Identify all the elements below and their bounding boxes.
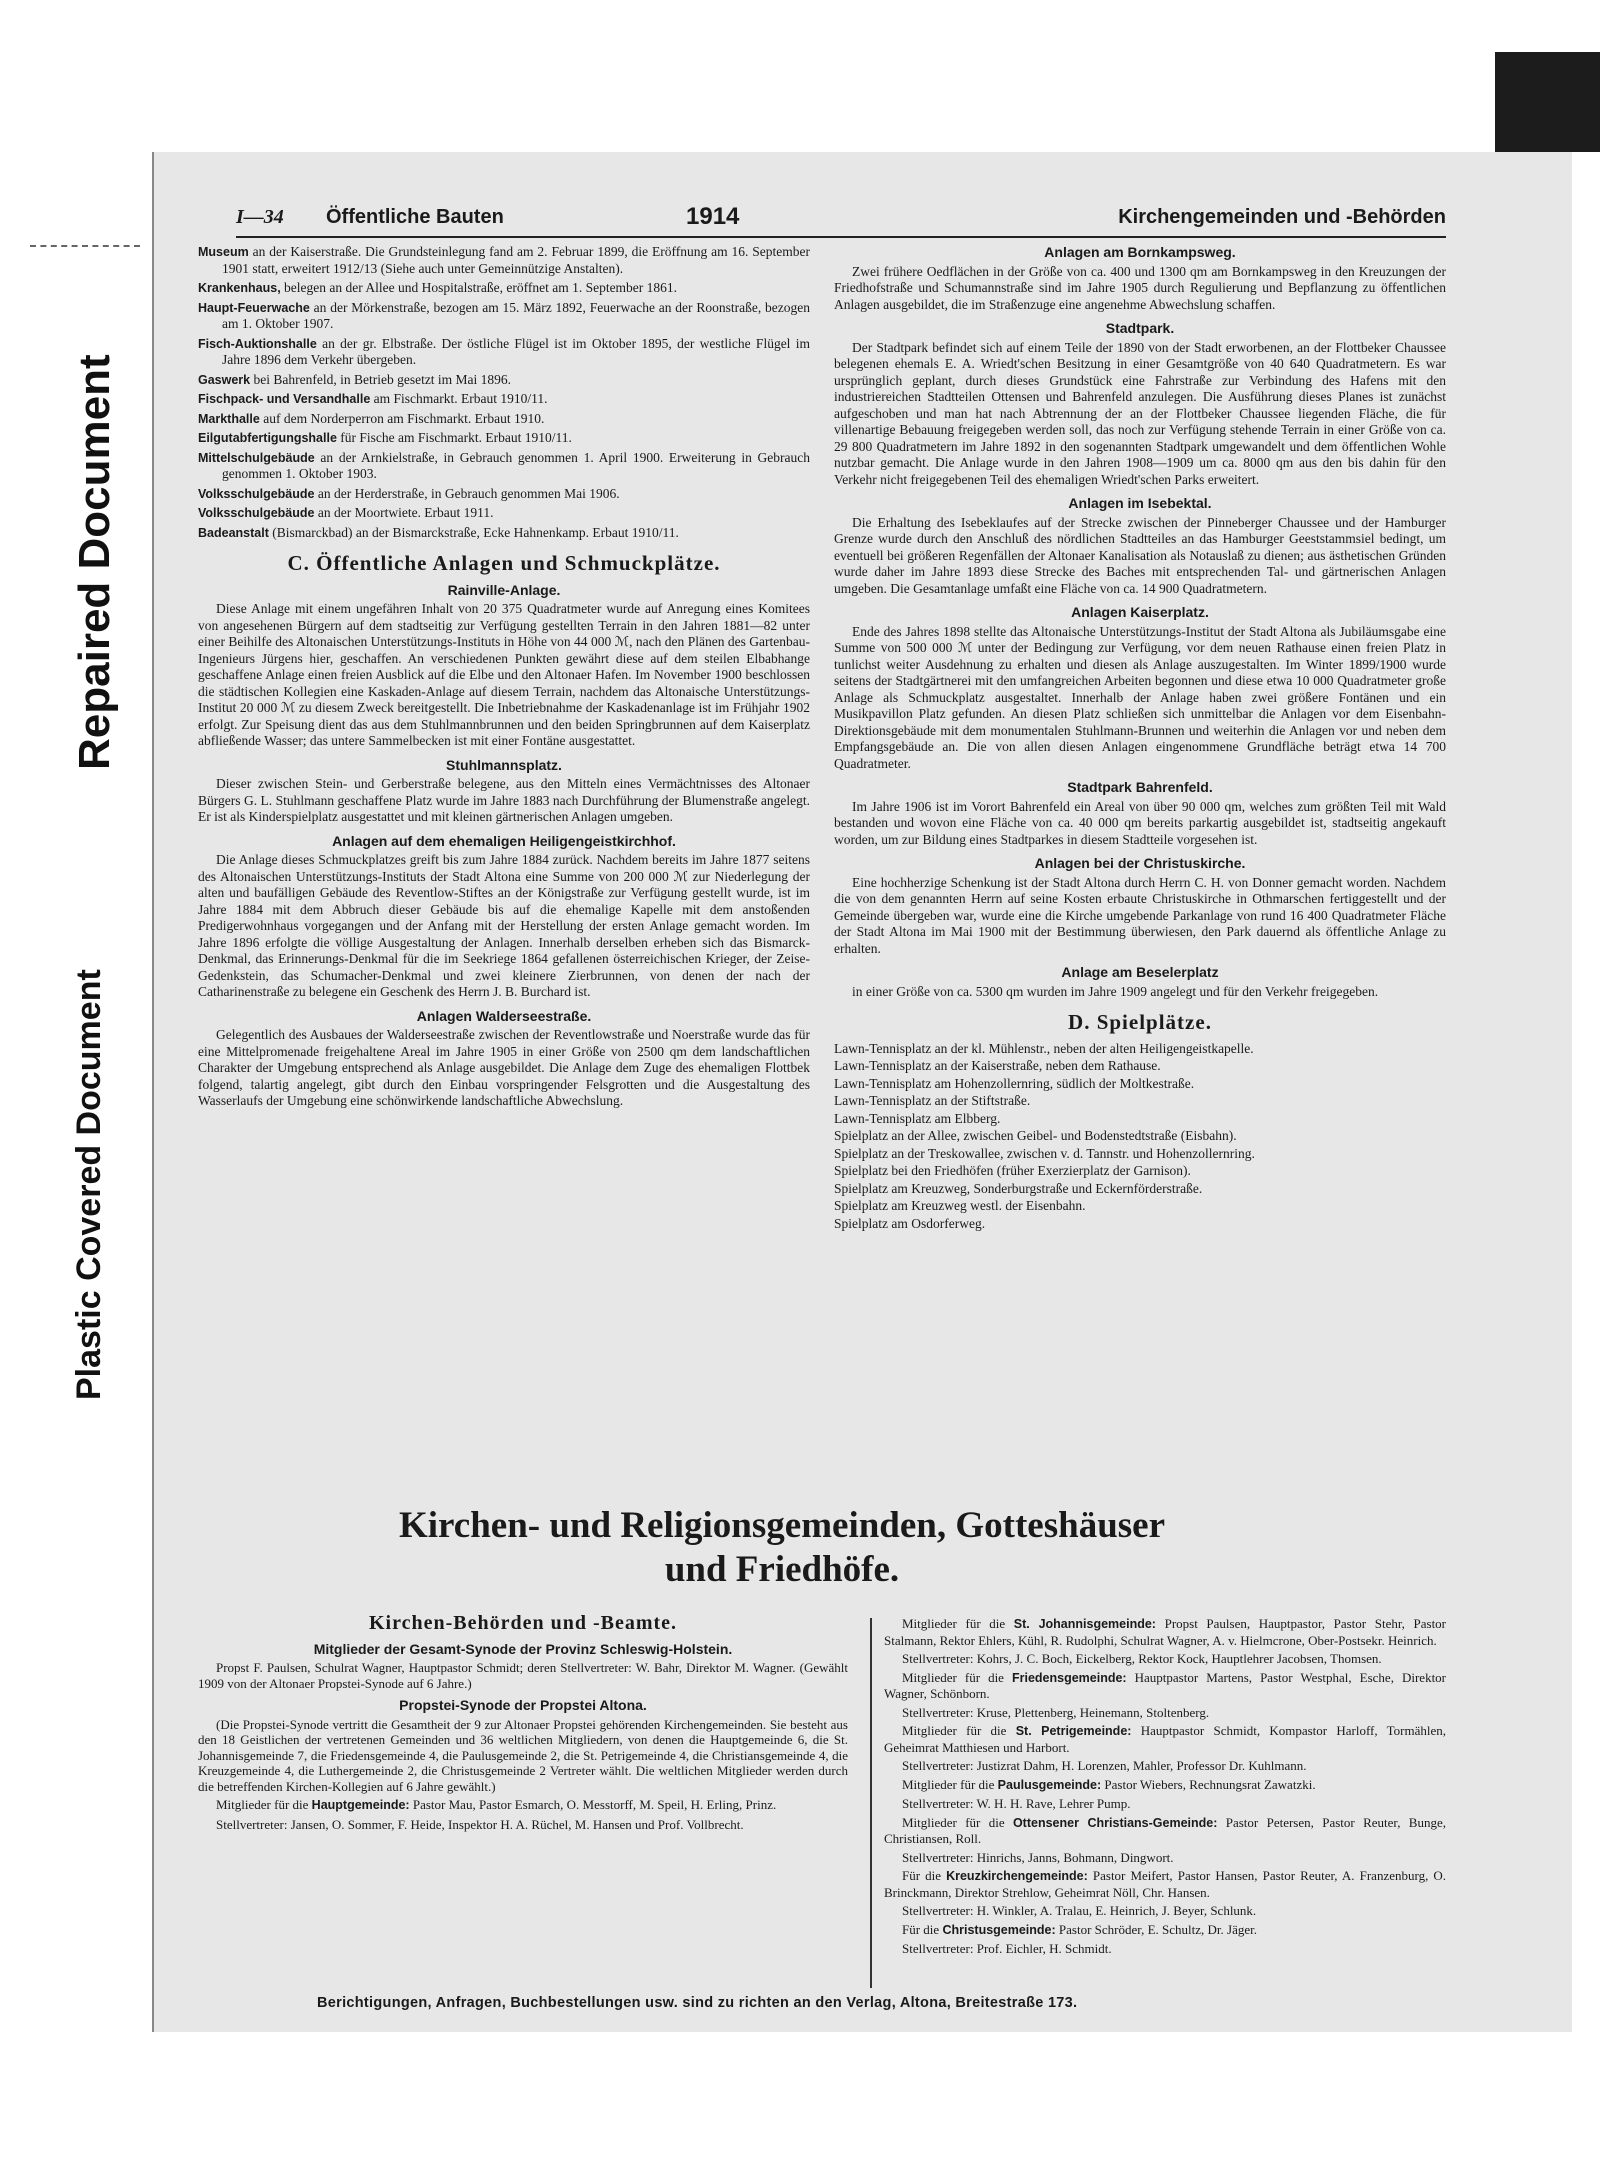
stuhlmann-heading: Stuhlmannsplatz. (446, 756, 562, 773)
frieden-members: Mitglieder für die Friedensgemeinde: Hauptpastor Martens, Pastor Westphal, Esche, Direktor Wagner, Schönborn. (884, 1669, 1447, 1701)
propstei-text: (Die Propstei-Synode vertritt die Gesamtheit der 9 zur Altonaer Propstei gehörenden Kirchengemeinden. Sie besteht aus den 18 Geistlichen der vertretenen Gemeinden und 36 weltlichen Mitgliedern, von denen die Hauptgemeinde 6, die St. Johannisgemeinde 7, die Friedensgemeinde 4, die Paulusgemeinde 2, die St. Petrigemeinde 4, die Christiansgemeinde 4, die Kreuzgemeinde 4, die Luthergemeinde 2, die Christusgemeinde 2 Vertreter wählt. Die weltlichen Mitglieder werden durch die betreffenden Kirchen-Kollegien auf 6 Jahre gewählt.) (198, 1716, 848, 1794)
building-entry: Volksschulgebäude an der Herderstraße, in Gebrauch genommen Mai 1906. (198, 485, 620, 501)
main-title (182, 1504, 1382, 1592)
christians-deputies: Stellvertreter: Hinrichs, Janns, Bohmann, Dingwort. (902, 1849, 1174, 1865)
list-item: Spielplatz bei den Friedhöfen (früher Exerzierplatz der Garnison). (834, 1163, 1191, 1178)
christus-deputies: Stellvertreter: Prof. Eichler, H. Schmidt. (902, 1941, 1112, 1956)
building-entry: Badeanstalt (Bismarckbad) an der Bismarckstraße, Ecke Hahnenkamp. Erbaut 1910/11. (198, 524, 679, 540)
list-item: Spielplatz am Kreuzweg westl. der Eisenbahn. (834, 1198, 1086, 1213)
header-year: 1914 (686, 203, 740, 230)
building-entry: Fisch-Auktionshalle an der gr. Elbstraße. Der östliche Flügel ist im Oktober 1895, der westliche Flügel im Jahre 1896 dem Verkehr übergeben. (198, 335, 810, 367)
sidebar (70, 230, 150, 1430)
rainville-text: Diese Anlage mit einem ungefähren Inhalt von 20 375 Quadratmeter wurde auf Anregung eines Komitees von angesehenen Bürgern auf dem stadtseitig zur Verfügung gestellten Terrain in den Jahren 1881—82 unter einer Beihilfe des Altonaischen Unterstützungs-Instituts in Höhe von 44 000 ℳ, nach den Plänen des Gartenbau-Ingenieurs Jürgens hier, geschaffen. An verschiedenen Punkten gewährt diese auf dem steilen Elbabhange geschaffene Anlage einen freien Ausblick auf die Elbe und den Altonaer Hafen. Im November 1900 beschlossen die städtischen Kollegien eine Kaskaden-Anlage auf diesem Terrain, nachdem das Altonaische Unterstützungs-Institut 20 000 ℳ zu diesem Zweck bereitgestellt. Die Inbetriebnahme der Kaskadenanlage ist im Frühjahr 1902 erfolgt. Zur Speisung dient das aus dem Stuhlmannbrunnen und den beiden Springbrunnen auf dem Kaiserplatz abfließende Wasser; das untere Sammelbecken ist mit einer Fontäne ausgestattet. (198, 601, 810, 748)
building-entry: Markthalle auf dem Norderperron am Fischmarkt. Erbaut 1910. (198, 410, 545, 426)
rainville-heading: Rainville-Anlage. (447, 581, 561, 598)
repaired-document-label: Repaired Document (70, 354, 119, 770)
christuskirche-text: Eine hochherzige Schenkung ist der Stadt Altona durch Herrn C. H. von Donner gemacht worden. Nachdem die von dem genannten Herrn auf seine Kosten erbaute Christuskirche in Othmarschen fertiggestellt und der Gemeinde übergeben war, wurde eine die Kirche umgebende Parkanlage von rund 16 400 Quadratmeter Fläche der Stadt Altona im Mai 1900 mit der Bestimmung überwiesen, den Park dauernd als öffentliche Anlage zu erhalten. (834, 874, 1446, 956)
beselerplatz-text: in einer Größe von ca. 5300 qm wurden im Jahre 1909 angelegt und für den Verkehr freigegeben. (852, 983, 1379, 999)
isebektal-heading: Anlagen im Isebektal. (1068, 495, 1212, 511)
frieden-deputies: Stellvertreter: Kruse, Plettenberg, Heinemann, Stoltenberg. (902, 1704, 1210, 1720)
walderseestrasse-text: Gelegentlich des Ausbaues der Walderseestraße zwischen der Reventlowstraße und Noerstraße wurde das für eine Mittelpromenade freigehaltene Areal im Jahre 1905 in einer Größe von 2500 qm dem landschaftlichen Charakter der Umgebung entsprechend als Anlage ausgebildet. Die Anlage dem Zuge des ehemaligen Flottbek folgend, talartig angelegt, gibt durch den Einbau vorspringender Felsgrotten und die Ausgestaltung des Wasserlaufs der Umgebung eine schönwirkende landschaftliche Abwechslung. (198, 1027, 810, 1108)
stadtpark-text: Der Stadtpark befindet sich auf einem Teile der 1890 von der Stadt erworbenen, an der Flottbeker Chaussee belegenen ehemals E. A. Wriedt'schen Besitzung in einer Gesamtgröße von 40 640 Quadratmetern. Es war ursprünglich geplant, durch dieses Grundstück eine Fahrstraße zur Verbindung des Hafens mit den industriereichen Stadtteilen Ottensen und Bahrenfeld anzulegen. Die Ausführung dieses Planes ist zunächst aufgeschoben und man hat nach Abtrennung der an der Flottbeker Chaussee liegenden Fläche, die für villenartige Bebauung freigegeben werden soll, das noch zur Verfügung stehende Terrain in einer Größe von ca. 29 800 Quadratmetern im Jahre 1892 in den sogenannten Stadtpark umgewandelt und dem öffentlichen Wohle nutzbar gemacht. Die Anlage wurde in den Jahren 1908—1909 um ca. 8000 qm aus den bis dahin für den Verkehr nicht freigegebenen Teil des ehemaligen Wriedt'schen Parks erweitert. (834, 339, 1446, 487)
beselerplatz-heading: Anlage am Beselerplatz (1061, 964, 1219, 980)
page-number: I—34 (236, 205, 284, 228)
stadtpark-heading: Stadtpark. (1105, 320, 1175, 336)
scanned-page (152, 152, 1572, 2032)
column-divider (870, 1618, 872, 1988)
bahrenfeld-text: Im Jahre 1906 ist im Vorort Bahrenfeld ein Areal von über 90 000 qm, welches zum größten Teil mit Wald bestanden und wovon eine Fläche von ca. 40 000 qm bereits parkartig ausgebildet ist, stadtseitig angekauft worden, um zur Bildung eines Stadtparkes in diesem Stadtteile vorgesehen ist. (834, 798, 1446, 847)
building-entry: Haupt-Feuerwache an der Mörkenstraße, bezogen am 15. März 1892, Feuerwache an der Roonstraße, bezogen am 1. Oktober 1907. (198, 299, 811, 331)
building-entry: Volksschulgebäude an der Moortwiete. Erbaut 1911. (198, 505, 494, 520)
isebektal-text: Die Erhaltung des Isebeklaufes auf der Strecke zwischen der Pinneberger Chaussee und der Hamburger Grenze wurde durch den Anschluß des nördlichen Stadtteiles an das Hamburger Geeststammsiel bedingt, um eventuell bei größeren Regenfällen der Altonaer Kanalisation als Notauslaß zu dienen; aus ästhetischen Gründen wurde daher im Jahre 1893 diese Strecke des Baches mit entsprechenden Tal- und gärtnerischen Anlagen umgeben. Die Gesamtanlage umfaßt eine Fläche von ca. 14 900 Quadratmetern. (834, 514, 1446, 596)
list-item: Lawn-Tennisplatz am Elbberg. (834, 1110, 1001, 1126)
list-item: Spielplatz an der Allee, zwischen Geibel- und Bodenstedtstraße (Eisbahn). (834, 1128, 1237, 1143)
christians-members: Mitglieder für die Ottensener Christians-Gemeinde: Pastor Petersen, Pastor Reuter, Bunge, Christiansen, Roll. (884, 1814, 1446, 1846)
kirchhof-text: Die Anlage dieses Schmuckplatzes greift bis zum Jahre 1884 zurück. Nachdem bereits im Jahre 1877 seitens des Altonaischen Unterstützungs-Instituts der Stadt Altona eine Summe von 200 000 ℳ zur Niederlegung der alten und baufälligen Gebäude des Reventlow-Stiftes an der Königstraße zur Verfügung gestellt wurde, ist im Jahre 1884 mit dem Abbruch dieser Gebäude bis auf die ehemalige Kapelle mit dem anstoßenden Predigerwohnhaus vorgegangen und der Anfang mit der Herstellung der ersten Anlage gemacht worden. Im Jahre 1896 erfolgte die völlige Ausgestaltung der Anlagen. Innerhalb derselben erheben sich das Bismarck-Denkmal, das Erinnerungs-Denkmal für die im Seekriege 1864 gefallenen österreichischen Krieger, der Zeise-Gedenkstein, das Schumacher-Denkmal und zwei kleinere Zierbrunnen, von denen der nach der Catharinenstraße zu belegene ein Geschenk des Herrn J. B. Burchard ist. (198, 852, 810, 999)
section-c-heading: C. Öffentliche Anlagen und Schmuckplätze. (287, 551, 721, 575)
building-entry: Eilgutabfertigungshalle für Fische am Fischmarkt. Erbaut 1910/11. (198, 430, 572, 445)
list-item: Lawn-Tennisplatz an der Kaiserstraße, neben dem Rathause. (834, 1058, 1161, 1073)
kaiserplatz-text: Ende des Jahres 1898 stellte das Altonaische Unterstützungs-Institut der Stadt Altona als Jubiläumsgabe eine Summe von 500 000 ℳ unter der Bedingung zur Verfügung, vor dem neuen Rathause einen freien Platz in tunlichst weiter Ausdehnung zu erhalten und diesen als Anlage auszugestalten. Im Winter 1899/1900 wurde seitens der Stadtgärtnerei mit den umfangreichen Arbeiten begonnen und diese etwa 10 000 Quadratmeter große Anlage als Schmuckplatz ausgestaltet. Innerhalb der Anlage haben zwei größere Fontänen und ein Musikpavillon Platz gefunden. An diesen Platz schließen sich unmittelbar die Anlagen vor dem Eisenbahn-Direktionsgebäude mit dem monumentalen Stuhlmann-Brunnen und weiterhin die Anlagen vor und neben dem Empfangsgebäude an. Die von allen diesen Anlagen eingenommene Grundfläche beträgt etwa 14 700 Quadratmeter. (834, 623, 1446, 771)
christus-members: Für die Christusgemeinde: Pastor Schröder, E. Schultz, Dr. Jäger. (902, 1921, 1257, 1937)
johannis-deputies: Stellvertreter: Kohrs, J. C. Boch, Eickelberg, Rektor Kock, Hauptlehrer Jacobsen, Thomsen. (902, 1651, 1382, 1666)
main-title-line2: und Friedhöfe. (664, 1549, 900, 1590)
petri-deputies: Stellvertreter: Justizrat Dahm, H. Lorenzen, Mahler, Professor Dr. Kuhlmann. (902, 1758, 1307, 1773)
lower-left-column (198, 1612, 848, 1835)
building-entry: Fischpack- und Versandhalle am Fischmarkt. Erbaut 1910/11. (198, 391, 548, 406)
playground-list (834, 1041, 1446, 1233)
kreuz-deputies: Stellvertreter: H. Winkler, A. Tralau, E. Heinrich, J. Beyer, Schlunk. (902, 1903, 1257, 1918)
list-item: Lawn-Tennisplatz an der kl. Mühlenstr., neben der alten Heiligengeistkapelle. (834, 1040, 1254, 1056)
bornkampsweg-heading: Anlagen am Bornkampsweg. (1044, 244, 1236, 260)
right-column (834, 244, 1446, 1233)
header-section-left: Öffentliche Bauten (326, 205, 504, 228)
stuhlmann-text: Dieser zwischen Stein- und Gerberstraße belegene, aus den Mitteln eines Vermächtnisses des Altonaer Bürgers G. L. Stuhlmann geschaffene Platz wurde im Jahre 1883 nach Durchführung der Blumenstraße angelegt. Er ist als Kinderspielplatz ausgestattet und mit kleinen gärtnerischen Anlagen umgeben. (198, 776, 810, 824)
kreuz-members: Für die Kreuzkirchengemeinde: Pastor Meifert, Pastor Hansen, Pastor Reuter, A. Franzenburg, O. Brinckmann, Direktor Strehlow, Geheimrat Nöll, Chr. Hansen. (884, 1868, 1447, 1900)
list-item: Spielplatz am Osdorferweg. (834, 1215, 986, 1231)
building-entry: Krankenhaus, belegen an der Allee und Hospitalstraße, eröffnet am 1. September 1861. (198, 280, 678, 295)
list-item: Lawn-Tennisplatz am Hohenzollernring, südlich der Moltkestraße. (834, 1075, 1195, 1091)
page-header (236, 200, 1446, 234)
walderseestrasse-heading: Anlagen Walderseestraße. (416, 1007, 592, 1024)
scan-edge-shadow (1495, 52, 1600, 152)
plastic-covered-label: Plastic Covered Document (70, 969, 108, 1400)
synode-heading: Mitglieder der Gesamt-Synode der Provinz Schleswig-Holstein. (313, 1640, 733, 1657)
building-entry: Museum an der Kaiserstraße. Die Grundsteinlegung fand am 2. Februar 1899, die Eröffnung am 16. September 1901 statt, erweitert 1912/13 (Siehe auch unter Gemeinnützige Anstalten). (198, 244, 811, 276)
synode-text: Propst F. Paulsen, Schulrat Wagner, Hauptpastor Schmidt; deren Stellvertreter: W. Bahr, Direktor M. Wagner. (Gewählt 1909 von der Altonaer Propstei-Synode auf 6 Jahre.) (198, 1660, 848, 1691)
main-title-line1: Kirchen- und Religionsgemeinden, Gotteshäuser (398, 1505, 1166, 1546)
list-item: Spielplatz an der Treskowallee, zwischen v. d. Tannstr. und Hohenzollernring. (834, 1145, 1255, 1161)
propstei-heading: Propstei-Synode der Propstei Altona. (399, 1697, 647, 1713)
bornkampsweg-text: Zwei frühere Oedflächen in der Größe von ca. 400 und 1300 qm am Bornkampsweg in den Kreuzungen der Friedhofstraße und Schumannstraße sind im Jahre 1905 durch Regulierung und Bepflanzung zu öffentlichen Anlagen ausgebildet, die im Straßenzuge eine angenehme Abwechslung schaffen. (834, 263, 1446, 312)
section-d-heading: D. Spielplätze. (1068, 1010, 1212, 1034)
footer-note: Berichtigungen, Anfragen, Buchbestellungen usw. sind zu richten an den Verlag, Altona, Breitestraße 173. (317, 1995, 1078, 2011)
paulus-members: Mitglieder für die Paulusgemeinde: Pastor Wiebers, Rechnungsrat Zawatzki. (902, 1776, 1316, 1792)
church-authorities-heading: Kirchen-Behörden und -Beamte. (368, 1612, 678, 1634)
petri-members: Mitglieder für die St. Petrigemeinde: Hauptpastor Schmidt, Kompastor Harloff, Tormählen, Geheimrat Matthiesen und Harbort. (884, 1723, 1447, 1755)
kirchhof-heading: Anlagen auf dem ehemaligen Heiligengeistkirchhof. (332, 832, 676, 849)
johannis-members: Mitglieder für die St. Johannisgemeinde: Propst Paulsen, Hauptpastor, Pastor Stehr, Pastor Stalmann, Rektor Ehlers, Kühl, R. Rudolphi, Schulrat Wagner, A. v. Hielmcrone, Ober-Postsekr. Heinrich. (884, 1616, 1447, 1648)
paulus-deputies: Stellvertreter: W. H. H. Rave, Lehrer Pump. (902, 1796, 1131, 1811)
building-entry: Gaswerk bei Bahrenfeld, in Betrieb gesetzt im Mai 1896. (198, 371, 512, 387)
kaiserplatz-heading: Anlagen Kaiserplatz. (1071, 604, 1209, 620)
list-item: Spielplatz am Kreuzweg, Sonderburgstraße und Eckernförderstraße. (834, 1180, 1203, 1196)
hauptgemeinde-members: Mitglieder für die Hauptgemeinde: Pastor Mau, Pastor Esmarch, O. Messtorff, M. Speil, H. Erling, Prinz. (216, 1797, 777, 1812)
building-entry: Mittelschulgebäude an der Arnkielstraße, in Gebrauch genommen 1. April 1900. Erweiterung in Gebrauch genommen 1. Oktober 1903. (198, 449, 811, 481)
left-column (198, 244, 810, 1113)
christuskirche-heading: Anlagen bei der Christuskirche. (1034, 855, 1246, 871)
header-section-right: Kirchengemeinden und -Behörden (1118, 205, 1446, 228)
list-item: Lawn-Tennisplatz an der Stiftstraße. (834, 1093, 1031, 1108)
header-rule (236, 236, 1446, 238)
hauptgemeinde-deputies: Stellvertreter: Jansen, O. Sommer, F. Heide, Inspektor H. A. Rüchel, M. Hansen und Prof. Vollbrecht. (216, 1816, 744, 1832)
bahrenfeld-heading: Stadtpark Bahrenfeld. (1067, 779, 1213, 795)
lower-right-column (884, 1616, 1446, 1960)
